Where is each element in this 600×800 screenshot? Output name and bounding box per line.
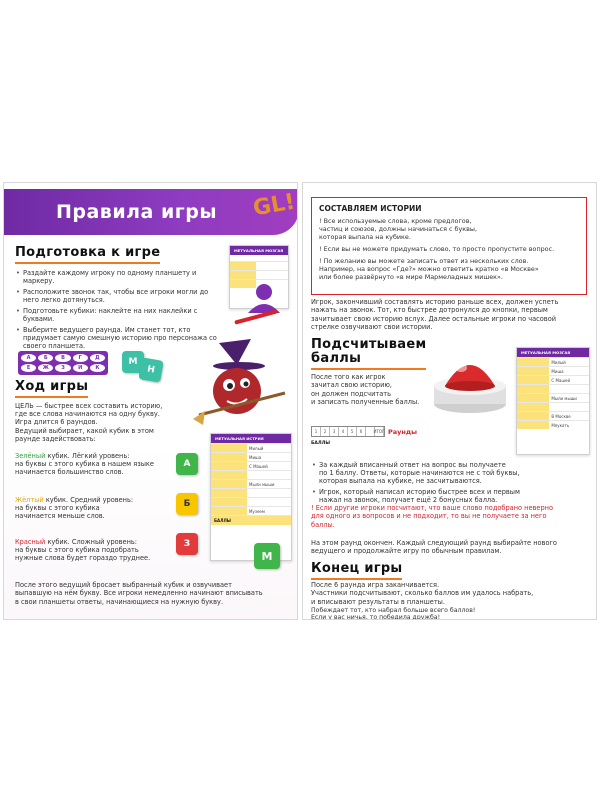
list-item: • Расположите звонок так, чтобы все игроки могли до него легко дотянуться. [15, 288, 220, 304]
sheet-row: Мыли мыши [211, 479, 291, 488]
prep-heading: Подготовка к игре [15, 245, 160, 264]
large-dice-icon: М [254, 543, 280, 569]
green-dice-text: Зелёный кубик. Лёгкий уровень: на буквы с этого кубика в нашем языке начинается большинство слов. [15, 452, 154, 477]
sheet-row: С Машей [517, 375, 589, 384]
yellow-dice-icon: Б [176, 493, 198, 515]
sheet-row [211, 497, 291, 506]
sticker: Ж [38, 364, 53, 372]
footer-text: После этого ведущий бросает выбранный кубик и озвучивает выпавшую на нём букву. Все игроки немедленно начинают вписывать в свои планшеты ответы, начинающиеся на нужную букву. [15, 581, 263, 606]
rounds-label: Раунды [388, 427, 418, 436]
turn-heading: Ход игры [15, 379, 88, 398]
sheet-row: Миша [211, 452, 291, 461]
notice-title: СОСТАВЛЯЕМ ИСТОРИИ [319, 204, 422, 213]
sticker: З [55, 364, 70, 372]
sheet-row [230, 270, 288, 279]
dice-icon: М [122, 351, 144, 373]
list-item: • Игрок, который написал историю быстрее всех и первым нажал на звонок, получает ещё 2 бонусных балла. [311, 488, 591, 504]
notice-paragraph: ! Все используемые слова, кроме предлогов, частиц и союзов, должны начинаться с буквы, которая выпала на кубике. [319, 217, 477, 241]
sheet-title: МЕТУАЛЬНАЯ МОЗГАЯ [230, 246, 288, 255]
list-item: • Подготовьте кубики: наклейте на них наклейки с буквами. [15, 307, 220, 323]
sticker: Г [73, 354, 88, 362]
yellow-dice-text: Жёлтый кубик. Средний уровень: на буквы с этого кубика начинается меньше слов. [15, 496, 134, 521]
sheet-row: Музеем [211, 506, 291, 515]
avatar-icon [244, 283, 284, 313]
goal-text: ЦЕЛЬ — быстрее всех составить историю, где все слова начинаются на одну букву. Игра длится 6 раундов. Ведущий выбирает, какой кубик в этом раунде задействовать: [15, 402, 163, 443]
sticker: А [21, 354, 36, 362]
list-item: • Раздайте каждому игроку по одному планшету и маркеру. [15, 269, 220, 285]
sticker: Д [90, 354, 105, 362]
points-label: БАЛЛЫ [311, 441, 331, 446]
list-item: • Выберите ведущего раунда. Им станет тот, кто придумает самую смешную историю про персонажа со своего планшета. [15, 326, 220, 350]
story-rules-box [311, 197, 587, 295]
sheet-row [517, 402, 589, 411]
logo-mark: GL! [251, 189, 297, 222]
right-page [302, 182, 597, 620]
sheet-row [517, 384, 589, 393]
page-title: Правила игры [55, 201, 218, 223]
sheet-footer: БАЛЛЫ [211, 515, 291, 525]
sheet-row [230, 261, 288, 270]
sheet-row [211, 470, 291, 479]
sticker: В [55, 354, 70, 362]
rules-spread [3, 182, 597, 620]
rounds-grid: 1 2 3 4 5 6 ИТОГ [311, 426, 385, 437]
sheet-row: В Москве [517, 411, 589, 420]
winner-text: Побеждает тот, кто набрал больше всего баллов! Если у вас ничья, то победила дружба! [311, 607, 476, 620]
sheet-title: МЕТУАЛЬНАЯ МОЗГАЯ [517, 348, 589, 357]
green-dice-icon: А [176, 453, 198, 475]
score-heading: Подсчитываем баллы [311, 338, 426, 370]
sticker: Б [38, 354, 53, 362]
rounds-table [311, 426, 417, 437]
end-text: После 6 раунда игра заканчивается. Участники подсчитывают, сколько баллов им удалось набрать, и вписывают результаты в планшеты. [311, 581, 534, 606]
sheet-row [211, 488, 291, 497]
bell-paragraph: Игрок, закончивший составлять историю раньше всех, должен успеть нажать на звонок. Тот, кто быстрее дотронулся до кнопки, первым зачитывает свою историю вслух. Далее остальные игроки по часовой стрелке озвучивают свои истории. [311, 298, 559, 332]
sheet-row: Мыли мыши [517, 393, 589, 402]
witch-character-icon [189, 333, 289, 433]
player-sheet-example [210, 433, 292, 561]
bell-icon [431, 346, 509, 416]
rules-banner [4, 189, 298, 235]
sheet-row: Мяукать [517, 420, 589, 429]
notice-paragraph: ! Если вы не можете придумать слово, то просто пропустите вопрос. [319, 245, 555, 253]
notice-paragraph: ! По желанию вы можете записать ответ из нескольких слов. Например, на вопрос «Где?» можно ответить кратко «в Москве» или более развёрнуто «в мире Мармеладных мишек». [319, 257, 539, 281]
sheet-row: Миша [517, 366, 589, 375]
end-heading: Конец игры [311, 561, 402, 580]
list-item: • За каждый вписанный ответ на вопрос вы получаете по 1 баллу. Ответы, которые начинаются не с той буквы, которая выпала на кубике, не засчитываются. [311, 461, 591, 485]
score-sheet-example [516, 347, 590, 455]
red-dice-icon: З [176, 533, 198, 555]
sticker: К [90, 364, 105, 372]
left-page [3, 182, 298, 620]
dice-icon: Н [138, 357, 163, 382]
letter-stickers [18, 351, 108, 375]
sheet-row: Милый [211, 443, 291, 452]
warning-text: ! Если другие игроки посчитают, что ваше слово подобрано неверно для одного из вопросов и не подходит, то вы не получаете за него баллы. [311, 504, 554, 529]
sheet-row: С Машей [211, 461, 291, 470]
score-rules-list [311, 461, 591, 507]
round-end-text: На этом раунд окончен. Каждый следующий раунд выбирайте нового ведущего и продолжайте игру по обычным правилам. [311, 539, 557, 556]
score-text: После того как игрок зачитал свою историю, он должен подсчитать и записать полученные баллы. [311, 373, 420, 407]
sticker: Е [21, 364, 36, 372]
sheet-title: МЕТУАЛЬНАЯ ИСТРИЯ [211, 434, 291, 443]
sheet-row: Милый [517, 357, 589, 366]
red-dice-text: Красный кубик. Сложный уровень: на буквы с этого кубика подобрать нужные слова будет гораздо труднее. [15, 538, 151, 563]
sticker: И [73, 364, 88, 372]
